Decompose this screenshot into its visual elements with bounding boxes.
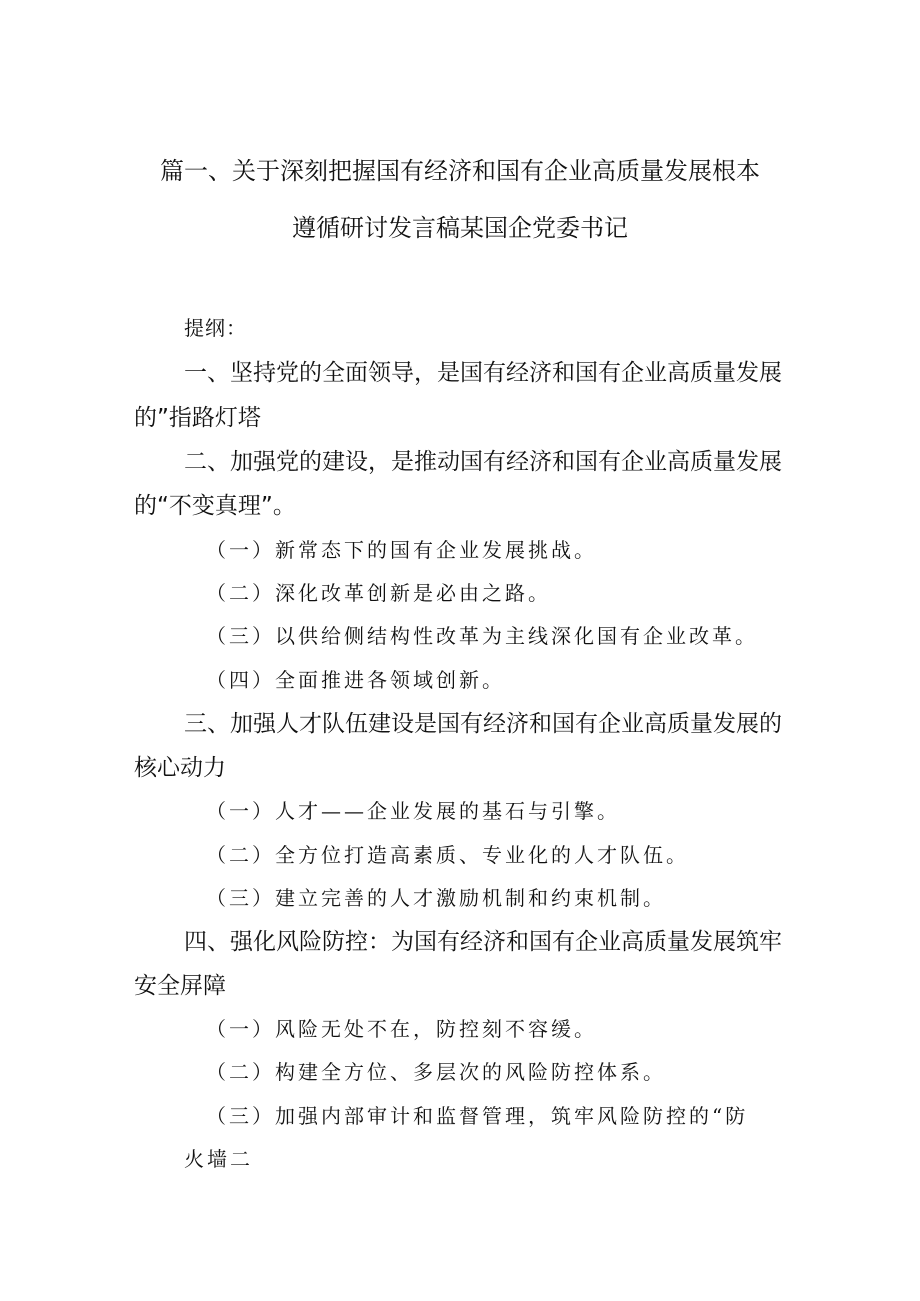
section-1-heading-line-2: 的”指路灯塔 xyxy=(134,405,261,431)
section-2-item-1: （一）新常态下的国有企业发展挑战。 xyxy=(206,538,597,562)
section-4-item-1: （一）风险无处不在，防控刻不容缓。 xyxy=(206,1017,597,1041)
section-2-heading-line-1: 二、加强党的建设，是推动国有经济和国有企业高质量发展 xyxy=(184,449,782,475)
section-3-heading-line-1: 三、加强人才队伍建设是国有经济和国有企业高质量发展的 xyxy=(184,711,782,737)
section-3-item-2: （二）全方位打造高素质、专业化的人才队伍。 xyxy=(206,843,689,867)
document-title-line-1: 篇一、关于深刻把握国有经济和国有企业高质量发展根本 xyxy=(160,157,760,185)
section-4-heading-line-2: 安全屏障 xyxy=(134,973,226,999)
document-title-line-2: 遵循研讨发言稿某国企党委书记 xyxy=(292,214,628,242)
section-4-item-2: （二）构建全方位、多层次的风险防控体系。 xyxy=(206,1060,666,1084)
section-2-item-4: （四）全面推进各领域创新。 xyxy=(206,668,505,692)
section-4-item-3-continuation: 火墙二 xyxy=(184,1147,253,1171)
section-2-item-2: （二）深化改革创新是必由之路。 xyxy=(206,581,551,605)
outline-label: 提纲： xyxy=(184,316,247,340)
section-4-item-3: （三）加强内部审计和监督管理，筑牢风险防控的“防 xyxy=(206,1104,749,1128)
section-3-item-3: （三）建立完善的人才激励机制和约束机制。 xyxy=(206,886,666,910)
section-2-item-3: （三）以供给侧结构性改革为主线深化国有企业改革。 xyxy=(206,624,758,648)
section-3-heading-line-2: 核心动力 xyxy=(134,755,226,781)
section-3-item-1: （一）人才——企业发展的基石与引擎。 xyxy=(206,799,620,823)
section-2-heading-line-2: 的“不变真理”。 xyxy=(134,493,296,519)
section-1-heading-line-1: 一、坚持党的全面领导，是国有经济和国有企业高质量发展 xyxy=(184,360,782,386)
section-4-heading-line-1: 四、强化风险防控：为国有经济和国有企业高质量发展筑牢 xyxy=(184,929,782,955)
